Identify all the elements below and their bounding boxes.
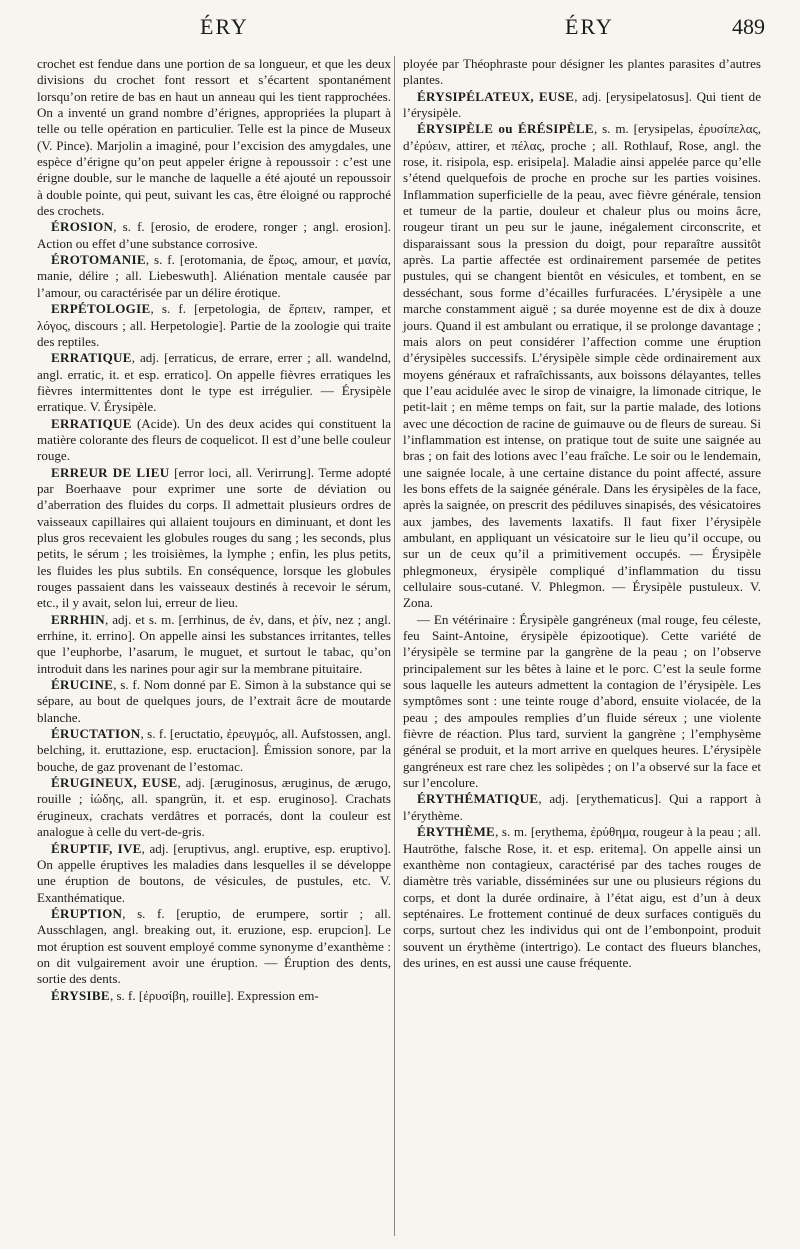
entry-text: — En vétérinaire : Érysipèle gangréneux (mal rouge, feu céleste, feu Saint-Antoine, érysipèle épizootique). Cette variété de l’érysipèle se termine par la gangrène de la peau ; on l’observe principalement sur les bêtes à laine et le porc. C’est la seule forme sous laquelle les auteurs admettent la contagion de l’érysipèle. Les symptômes sont : une teinte rouge d’abord, ensuite violacée, de la peau ; des ampoules remplies d’un fluide séreux ; une violente fièvre de réaction. Plus tard, survient la gangrène ; l’emphysème général se produit, et la mort arrive en quelques heures. L’érysipèle gangréneux est rare chez les solipèdes ; on l’a observé sur la face et sur l’encolure. xyxy=(403,611,761,791)
entry-text: , adj. [erysipelatosus]. Qui tient de l’érysipèle. xyxy=(403,88,761,121)
column-divider xyxy=(394,56,395,1236)
running-head-left: ÉRY xyxy=(200,14,249,39)
headword: ERRATIQUE xyxy=(51,350,132,366)
dictionary-entry xyxy=(37,612,391,677)
dictionary-entry xyxy=(37,677,391,726)
headword: ERPÉTOLOGIE xyxy=(51,301,151,317)
headword: ERRHIN xyxy=(51,611,105,627)
dictionary-entry xyxy=(403,121,761,611)
dictionary-entry xyxy=(37,988,391,1004)
page-number: 489 xyxy=(732,14,765,39)
headword: ÉRYSIPÉLATEUX, EUSE xyxy=(417,88,575,104)
headword: ÉRYTHÈME xyxy=(417,824,496,840)
entry-text: , s. f. [eruptio, de erumpere, sortir ; all. Ausschlagen, angl. breaking out, it. eruzione, esp. erupcion]. Le mot éruption est souvent employé comme synonyme d’exanthème : on dit vulgairement avoir une éruption. — Éruption des dents, sortie des dents. xyxy=(37,905,391,987)
dictionary-entry xyxy=(37,56,391,219)
dictionary-entry xyxy=(37,726,391,775)
entry-text: , s. f. [erpetologia, de ἕρπειν, ramper, et λόγος, discours ; all. Herpetologie]. Partie de la zoologie qui traite des reptiles. xyxy=(37,301,391,349)
entry-text: , s. f. [ἐρυσίβη, rouille]. Expression em- xyxy=(109,987,319,1003)
headword: ÉRUCTATION xyxy=(51,726,141,742)
entry-text: [error loci, all. Verirrung]. Terme adopté par Boerhaave pour exprimer une sorte de déviation ou d’aberration des fluides du corps. Il admettait plusieurs ordres de vaisseaux capillaires qui allaient toujours en diminuant, et dont les plus gros recevaient les globules rouges du sang ; les seconds, plus petits, le sérum ; les troisièmes, la lymphe ; enfin, les plus petits, les fluides les plus subtils. En conséquence, lorsque les globules rouges passaient dans les vaisseaux destinés à recevoir le sérum, etc., il y avait, selon lui, erreur de lieu. xyxy=(37,464,392,611)
dictionary-entry xyxy=(37,841,391,906)
entry-text: , adj. et s. m. [errhinus, de ἐν, dans, et ῥίν, nez ; angl. errhine, it. errino]. On appelle ainsi les substances irritantes, telles que l’euphorbe, l’asarum, le muguet, et surtout le tabac, qu’on introduit dans les narines pour agir sur la membrane pituitaire. xyxy=(37,611,391,676)
entry-text: , adj. [erraticus, de errare, errer ; all. wandelnd, angl. erratic, it. et esp. erratico]. On appelle fièvres erratiques les fièvres intermittentes dont le type est irrégulier. — Érysipèle erratique. V. Érysipèle. xyxy=(37,350,391,415)
dictionary-entry xyxy=(37,252,391,301)
entry-text: , adj. [eruptivus, angl. eruptive, esp. eruptivo]. On appelle éruptives les maladies dans lesquelles il se développe une éruption de boutons, de vésicules, de pustules, etc. V. Exanthématique. xyxy=(37,840,391,905)
page-header xyxy=(0,0,800,50)
dictionary-entry xyxy=(403,56,761,89)
headword: ÉRYSIBE xyxy=(51,987,110,1003)
dictionary-entry xyxy=(37,301,391,350)
entry-text: , s. m. [erysipelas, ἐρυσίπελας, d’ἐρύειν, attirer, et πέλας, proche ; all. Rothlauf, Rose, angl. the rose, it. risipola, esp. erisipela]. Maladie ainsi appelée parce qu’elle s’étend quelquefois de proche en proche sur les parties voisines. Inflammation superficielle de la peau, avec fièvre générale, tension et tumeur de la partie, douleur et chaleur plus ou moins âcre, rougeur tirant un peu sur le jaune, inégalement circonscrite, et disparaissant sous la pression du doigt, pour reparaître aussitôt après. La partie affectée est ordinairement parsemée de petites pustules, qui se changent bientôt en vésicules, et tombent, en se desséchant, sous forme d’écailles furfuracées. L’érysipèle a une marche constamment aiguë ; sa durée moyenne est de dix à douze jours. Quand il est ambulant ou erratique, il se prolonge davantage ; mais alors on peut considérer l’affection comme une éruption d’érysipèles successifs. L’érysipèle simple cède ordinairement aux moyens généraux et rafraîchissants, aux boissons délayantes, telles que l’eau acidulée avec le sirop de vinaigre, la limonade citrique, le petit-lait ; en même temps on fait, sur la partie malade, des lotions avec une décoction de racine de guimauve ou de fleurs de sureau. Si l’inflammation est intense, on pratique tout de suite une saignée au bras ; on fait des lotions avec l’eau fraîche. Le soir ou le lendemain, une saignée locale, à une certaine distance du point affecté, assure les bons effets de la saignée générale. Dans les érysipèles de la face, après la saignée, on prescrit des pédiluves sinapisés, des vésicatoires aux jambes, des lavements laxatifs. Il faut fixer l’érysipèle ambulant, en appliquant un vésicatoire sur le lieu qu’il occupe, ou sur un de ceux qu’il a primitivement occupés. — Érysipèle phlegmoneux, érysipèle compliqué d’inflammation du tissu cellulaire sous-cutané. V. Phlegmon. — Érysipèle pustuleux. V. Zona. xyxy=(403,121,762,611)
headword: ÉRYSIPÈLE ou ÉRÉSIPÈLE xyxy=(417,121,594,137)
headword: ÉRUPTIF, IVE xyxy=(51,840,142,856)
entry-text: , s. f. [eructatio, ἐρευγμός, all. Aufstossen, angl. belching, it. eruttazione, esp. eructacion]. Émission sonore, par la bouche, de gaz provenant de l’estomac. xyxy=(37,726,391,774)
dictionary-entry xyxy=(37,350,391,415)
dictionary-entry xyxy=(37,775,391,840)
entry-text: , s. f. Nom donné par E. Simon à la substance qui se sépare, au bout de quelques jours, de l’extrait âcre de moutarde blanche. xyxy=(37,677,391,725)
entry-text: ployée par Théophraste pour désigner les plantes parasites d’autres plantes. xyxy=(403,56,761,88)
headword: ÉROSION xyxy=(51,219,114,235)
dictionary-entry xyxy=(37,465,391,612)
headword: ERREUR DE LIEU xyxy=(51,464,170,480)
headword: ERRATIQUE xyxy=(51,415,132,431)
headword: ÉRYTHÉMATIQUE xyxy=(417,791,539,807)
dictionary-entry xyxy=(403,89,761,122)
dictionary-entry xyxy=(403,824,761,971)
entry-text: , adj. [æruginosus, æruginus, de ærugo, rouille ; ἰώδης, all. spangrün, it. et esp. eruginoso]. Crachats érugineux, crachats verdâtres et porracés, dont la couleur est analogue à celle du vert-de-gris. xyxy=(37,775,391,840)
entry-text: crochet est fendue dans une portion de sa longueur, et que les deux divisions du crochet font ressort et s’écartent spontanément lorsqu’on retire de bas en haut un anneau qui les tient rapprochées. On a inventé un grand nombre d’érignes, appropriées la plupart à telle ou telle opération en particulier. Telle est la pince de Museux (V. Pince). Marjolin a imaginé, pour l’excision des amygdales, une espèce d’érigne qu’on peut appeler érigne à repoussoir : c’est une érigne double, sur le manche de laquelle a été ajouté un repoussoir à double pointe, qui peut, suivant les cas, être éloigné ou rapproché des crochets. xyxy=(37,56,391,219)
entry-text: , s. m. [erythema, ἐρύθημα, rougeur à la peau ; all. Hautröthe, falsche Rose, it. et esp. eritema]. On appelle ainsi un exanthème non contagieux, caractérisé par des taches rouges de diamètre très variable, disséminées sur une ou plusieurs régions du corps, et dont la durée ordinaire, à l’état aigu, est d’un à deux septénaires. Le frottement continué de deux surfaces contiguës du corps, surtout chez les individus qui ont de l’embonpoint, produit souvent un érythème (intertrigo). Le contact des flueurs blanches, des urines, en est aussi une cause fréquente. xyxy=(403,824,761,970)
headword: ÉROTOMANIE xyxy=(51,252,146,268)
dictionary-entry xyxy=(403,612,761,792)
entry-text: , adj. [erythematicus]. Qui a rapport à l’érythème. xyxy=(403,791,761,823)
dictionary-entry xyxy=(37,219,391,252)
entry-text: (Acide). Un des deux acides qui constituent la matière colorante des fleurs de coquelicot. Il est d’une belle couleur rouge. xyxy=(37,415,391,464)
entry-text: , s. f. [erosio, de erodere, ronger ; angl. erosion]. Action ou effet d’une substance corrosive. xyxy=(37,219,391,251)
right-column xyxy=(403,56,761,971)
headword: ÉRUPTION xyxy=(51,905,123,921)
entry-text: , s. f. [erotomania, de ἔρως, amour, et μανία, manie, délire ; all. Liebeswuth]. Aliénation mentale causée par l’amour, ou caractérisée par un délire érotique. xyxy=(37,252,391,300)
running-head-right: ÉRY xyxy=(565,14,614,39)
dictionary-entry xyxy=(403,791,761,824)
left-column xyxy=(37,56,391,1004)
dictionary-entry xyxy=(37,906,391,988)
headword: ÉRUCINE xyxy=(51,677,114,693)
dictionary-entry xyxy=(37,416,391,465)
headword: ÉRUGINEUX, EUSE xyxy=(51,775,178,791)
